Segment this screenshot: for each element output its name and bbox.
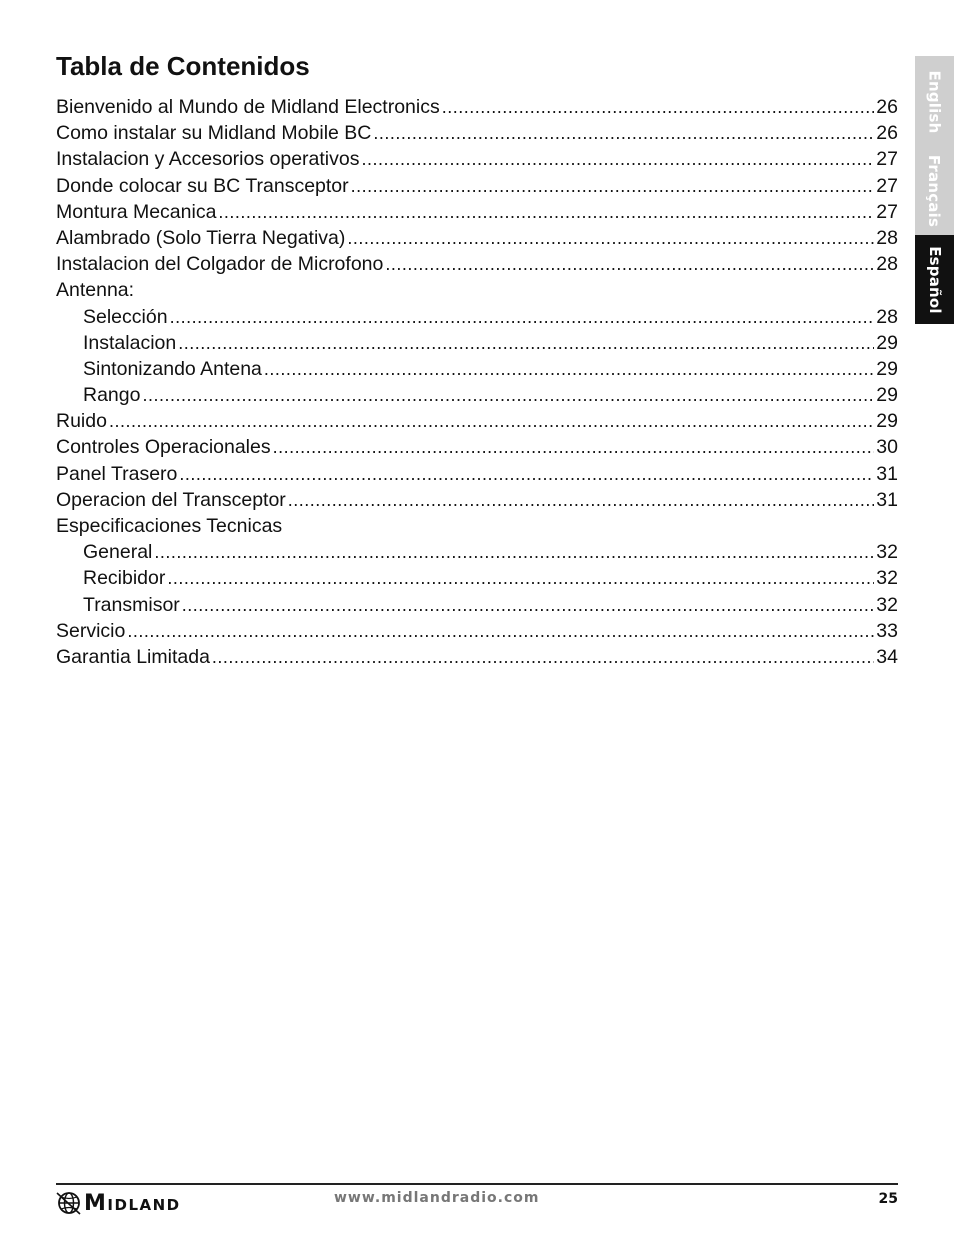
- toc-row: [56, 434, 898, 460]
- toc-entry-title: Instalacion: [83, 331, 177, 354]
- toc-entry-title: Montura Mecanica: [56, 200, 217, 223]
- toc-leader: [127, 618, 874, 644]
- toc-leader: [347, 225, 874, 251]
- toc-entry-title: General: [83, 541, 153, 564]
- toc-page-number: 34: [876, 645, 898, 668]
- toc-section-heading: [56, 277, 898, 303]
- toc-leader: [142, 382, 874, 408]
- toc-page-number: 28: [876, 305, 898, 328]
- table-of-contents: [56, 94, 898, 670]
- toc-entry-title: Bienvenido al Mundo de Midland Electronics: [56, 96, 440, 118]
- toc-row: [56, 330, 898, 356]
- toc-leader: [109, 408, 874, 434]
- toc-leader: [273, 434, 875, 460]
- toc-page-number: 33: [876, 619, 898, 642]
- toc-entry-title: Donde colocar su BC Transceptor: [56, 174, 349, 197]
- toc-page-number: 29: [876, 331, 898, 354]
- toc-row: [56, 592, 898, 618]
- toc-leader: [373, 120, 874, 146]
- toc-page-number: 27: [876, 148, 898, 171]
- toc-row: [56, 382, 898, 408]
- toc-leader: [218, 199, 874, 225]
- tab-francais: [915, 147, 954, 235]
- toc-page-number: 31: [876, 462, 898, 485]
- tab-francais-label: Français: [925, 154, 944, 228]
- toc-row: [56, 644, 898, 670]
- toc-page-number: 26: [876, 122, 898, 145]
- toc-leader: [264, 356, 874, 382]
- toc-row: [56, 94, 898, 120]
- toc-entry-title: Controles Operacionales: [56, 436, 271, 459]
- toc-entry-title: Instalacion del Colgador de Microfono: [56, 253, 384, 276]
- tab-espanol: [915, 235, 954, 324]
- toc-leader: [179, 461, 874, 487]
- toc-leader: [170, 304, 875, 330]
- toc-entry-title: Sintonizando Antena: [83, 357, 262, 380]
- toc-entry-title: Antenna:: [56, 279, 135, 302]
- toc-leader: [288, 487, 875, 513]
- toc-page-number: 27: [876, 200, 898, 223]
- toc-row: [56, 461, 898, 487]
- toc-entry-title: Selección: [83, 305, 168, 328]
- toc-row: [56, 304, 898, 330]
- toc-entry-title: Instalacion y Accesorios operativos: [56, 148, 360, 171]
- toc-row: [56, 199, 898, 225]
- toc-page-number: 29: [876, 384, 898, 407]
- toc-page-number: 28: [876, 226, 898, 249]
- toc-row: [56, 120, 898, 146]
- toc-entry-title: Rango: [83, 384, 141, 407]
- toc-leader: [362, 146, 875, 172]
- toc-page-number: 27: [876, 174, 898, 197]
- toc-row: [56, 356, 898, 382]
- toc-entry-title: Ruido: [56, 410, 107, 433]
- toc-row: [56, 146, 898, 172]
- toc-entry-title: Recibidor: [83, 567, 166, 590]
- toc-row: [56, 539, 898, 565]
- toc-row: [56, 618, 898, 644]
- toc-entry-title: Alambrado (Solo Tierra Negativa): [56, 226, 346, 249]
- toc-leader: [442, 94, 875, 120]
- toc-leader: [385, 251, 874, 277]
- toc-entry-title: Transmisor: [83, 593, 180, 616]
- toc-leader: [178, 330, 874, 356]
- footer-url: www.midlandradio.com: [334, 1190, 540, 1206]
- logo-rest: IDLAND: [107, 1195, 181, 1214]
- toc-row: [56, 487, 898, 513]
- page-number: 25: [878, 1191, 898, 1207]
- toc-leader: [212, 644, 874, 670]
- toc-page-number: 30: [876, 436, 898, 459]
- toc-page-number: 32: [876, 593, 898, 616]
- logo-initial: M: [84, 1190, 108, 1216]
- toc-page-number: 29: [876, 410, 898, 433]
- footer-divider: [56, 1183, 898, 1185]
- toc-leader: [351, 173, 875, 199]
- language-tabs: [915, 56, 954, 324]
- toc-page-number: 32: [876, 541, 898, 564]
- toc-page-number: 29: [876, 357, 898, 380]
- toc-leader: [167, 565, 874, 591]
- toc-row: [56, 225, 898, 251]
- tab-english: [915, 56, 954, 147]
- toc-page-number: 32: [876, 567, 898, 590]
- toc-leader: [154, 539, 874, 565]
- toc-entry-title: Servicio: [56, 619, 126, 642]
- toc-row: [56, 408, 898, 434]
- toc-row: [56, 173, 898, 199]
- page-title: Tabla de Contenidos: [56, 51, 310, 81]
- toc-row: [56, 565, 898, 591]
- toc-page-number: 28: [876, 253, 898, 276]
- tab-english-label: English: [925, 70, 944, 133]
- toc-row: [56, 251, 898, 277]
- midland-logo: [56, 1188, 216, 1218]
- tab-espanol-label: Español: [925, 245, 944, 314]
- toc-leader: [182, 592, 875, 618]
- toc-entry-title: Panel Trasero: [56, 462, 178, 485]
- toc-entry-title: Operacion del Transceptor: [56, 488, 286, 511]
- toc-entry-title: Especificaciones Tecnicas: [56, 515, 283, 537]
- toc-entry-title: Garantia Limitada: [56, 645, 210, 668]
- toc-entry-title: Como instalar su Midland Mobile BC: [56, 122, 372, 145]
- toc-section-heading: [56, 513, 898, 539]
- toc-page-number: 26: [876, 96, 898, 118]
- toc-page-number: 31: [876, 488, 898, 511]
- logo-wordmark: [84, 1191, 181, 1216]
- globe-icon: [56, 1190, 82, 1216]
